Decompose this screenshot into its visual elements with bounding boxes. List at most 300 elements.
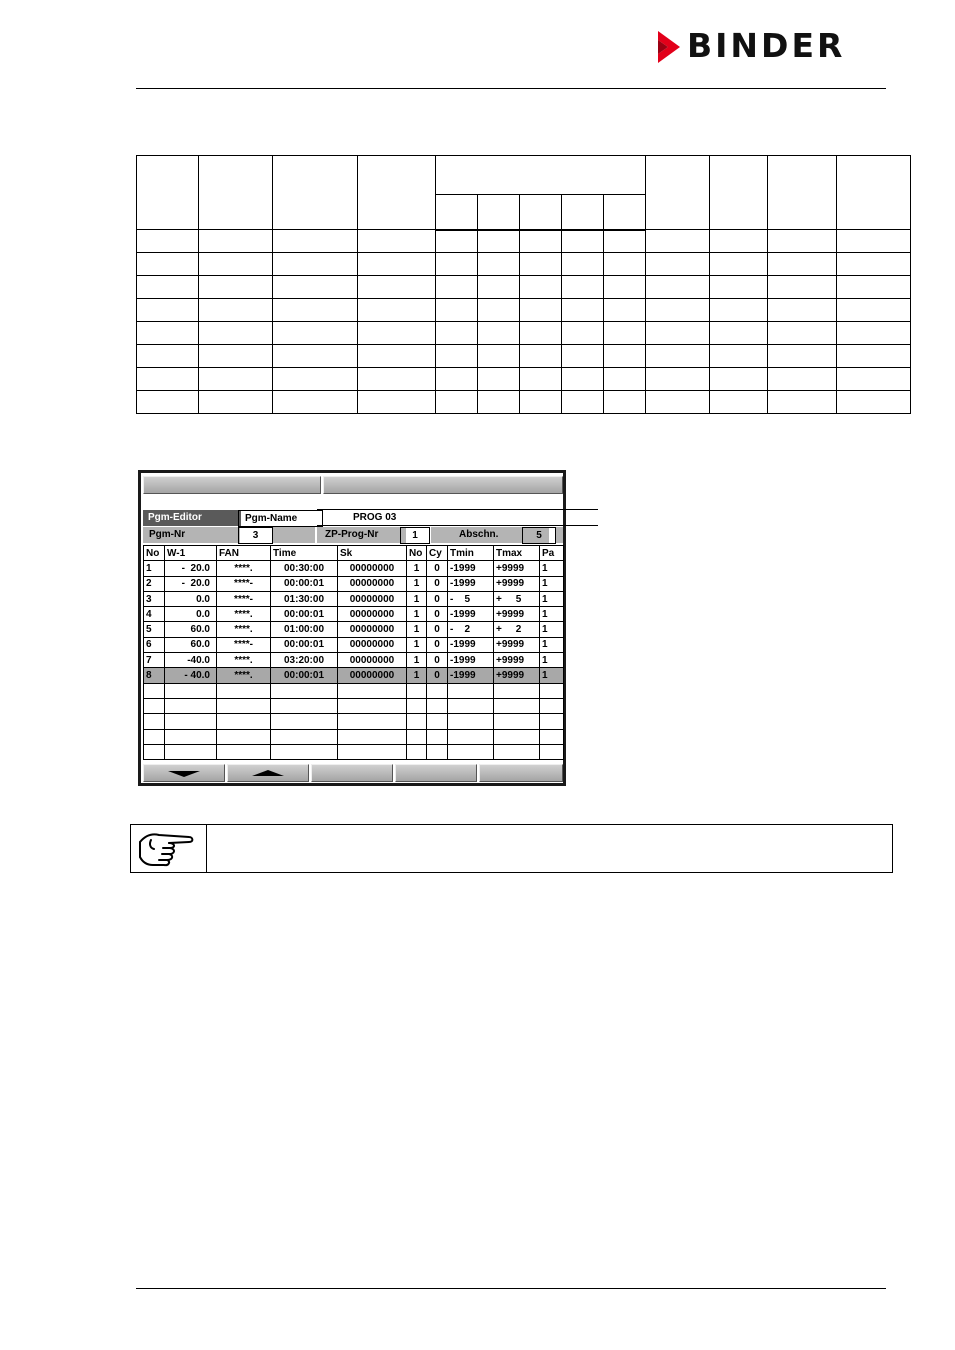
table-cell[interactable]	[338, 683, 407, 698]
blank-table-cell	[273, 253, 358, 276]
table-cell[interactable]: 00:00:01	[271, 668, 338, 683]
blank-table-cell	[604, 276, 646, 299]
table-cell[interactable]: 1	[144, 561, 165, 576]
table-cell[interactable]: 00:30:00	[271, 561, 338, 576]
table-cell[interactable]: - 20.0	[165, 561, 217, 576]
blank-table-cell	[520, 230, 562, 253]
table-row[interactable]	[144, 653, 564, 668]
blank-table-cell	[273, 230, 358, 253]
table-cell[interactable]: 5	[144, 622, 165, 637]
footer-rule	[136, 1288, 886, 1289]
table-cell[interactable]	[165, 698, 217, 713]
softkey-5-button[interactable]	[479, 764, 563, 782]
blank-table-cell	[768, 391, 837, 414]
blank-table-cell	[478, 391, 520, 414]
blank-table-cell	[436, 391, 478, 414]
table-cell[interactable]: 00000000	[338, 653, 407, 668]
blank-table-cell	[478, 322, 520, 345]
blank-table-cell	[478, 299, 520, 322]
blank-table-cell	[436, 345, 478, 368]
menu-button-right[interactable]	[323, 476, 563, 494]
zp-program-label: ZP-Prog-Nr	[317, 527, 406, 543]
blank-table-cell	[604, 368, 646, 391]
table-cell[interactable]: ****.	[217, 653, 271, 668]
table-cell[interactable]: 1	[407, 607, 427, 622]
table-cell[interactable]	[271, 729, 338, 744]
table-cell[interactable]	[448, 698, 494, 713]
blank-table-cell	[768, 368, 837, 391]
blank-table-cell	[562, 368, 604, 391]
table-cell[interactable]	[494, 683, 540, 698]
blank-table-cell	[137, 391, 199, 414]
table-cell[interactable]: -1999	[448, 668, 494, 683]
blank-table-cell	[768, 230, 837, 253]
blank-table-cell	[273, 322, 358, 345]
blank-table-cell	[478, 253, 520, 276]
table-cell[interactable]: 1	[407, 576, 427, 591]
arrow-up-icon	[252, 770, 284, 776]
blank-table-cell	[478, 276, 520, 299]
table-cell[interactable]: 0	[427, 622, 448, 637]
blank-table-cell	[273, 391, 358, 414]
table-cell[interactable]	[540, 683, 564, 698]
brand-name: BINDER	[687, 26, 846, 65]
blank-table-cell	[837, 299, 911, 322]
blank-table-row	[137, 276, 911, 299]
table-cell[interactable]: - 5	[448, 591, 494, 606]
blank-table-cell	[358, 299, 436, 322]
table-cell[interactable]	[494, 698, 540, 713]
blank-table-cell	[646, 230, 710, 253]
arrow-down-icon	[168, 771, 200, 777]
zp-program-value[interactable]: 1	[400, 527, 430, 544]
table-cell[interactable]: 0.0	[165, 607, 217, 622]
editor-label: Pgm-Editor	[143, 510, 241, 526]
empty-table-row[interactable]	[144, 729, 564, 744]
table-cell[interactable]: ****.	[217, 561, 271, 576]
table-cell[interactable]: 1	[407, 591, 427, 606]
blank-table-cell	[478, 368, 520, 391]
table-cell[interactable]: 4	[144, 607, 165, 622]
blank-table-cell	[604, 391, 646, 414]
table-cell[interactable]: 1	[540, 637, 564, 652]
table-cell[interactable]	[144, 744, 165, 759]
program-name-label: Pgm-Name	[238, 510, 323, 527]
empty-table-row[interactable]	[144, 698, 564, 713]
table-cell[interactable]	[407, 698, 427, 713]
table-cell[interactable]: +9999	[494, 637, 540, 652]
table-cell[interactable]	[540, 698, 564, 713]
blank-table-cell	[520, 391, 562, 414]
header-rule	[136, 88, 886, 89]
blank-table-cell	[478, 345, 520, 368]
blank-table-cell	[837, 253, 911, 276]
table-row[interactable]	[144, 622, 564, 637]
column-header: No	[144, 546, 165, 561]
program-editor-screen	[138, 470, 566, 786]
blank-table-cell	[137, 230, 199, 253]
table-cell[interactable]	[338, 729, 407, 744]
blank-table-cell	[478, 230, 520, 253]
table-cell[interactable]	[540, 729, 564, 744]
blank-table-cell	[562, 230, 604, 253]
table-cell[interactable]: 00:00:01	[271, 576, 338, 591]
section-spacer	[556, 527, 563, 543]
blank-table-cell	[358, 345, 436, 368]
blank-table-cell	[646, 391, 710, 414]
table-cell[interactable]: +9999	[494, 653, 540, 668]
table-row[interactable]	[144, 607, 564, 622]
table-cell[interactable]: 00000000	[338, 576, 407, 591]
blank-table-cell	[199, 345, 273, 368]
table-cell[interactable]	[165, 714, 217, 729]
table-cell[interactable]	[271, 683, 338, 698]
table-cell[interactable]: -1999	[448, 607, 494, 622]
table-cell[interactable]: 1	[540, 607, 564, 622]
blank-table-row	[137, 345, 911, 368]
column-header: Tmin	[448, 546, 494, 561]
table-cell[interactable]	[165, 729, 217, 744]
table-cell[interactable]	[338, 698, 407, 713]
table-cell[interactable]	[165, 744, 217, 759]
column-header: Pa	[540, 546, 564, 561]
table-cell[interactable]	[448, 744, 494, 759]
table-cell[interactable]	[427, 683, 448, 698]
blank-table-cell	[137, 322, 199, 345]
table-cell[interactable]: +9999	[494, 576, 540, 591]
table-cell[interactable]: 1	[540, 561, 564, 576]
table-cell[interactable]: 00000000	[338, 561, 407, 576]
column-header: W-1	[165, 546, 217, 561]
blank-table-cell	[768, 322, 837, 345]
section-label: Abschn.	[431, 527, 549, 543]
column-header: Cy	[427, 546, 448, 561]
table-cell[interactable]: ****.	[217, 668, 271, 683]
blank-table-cell	[436, 253, 478, 276]
blank-table-cell	[710, 253, 768, 276]
blank-table-cell	[768, 345, 837, 368]
blank-table-cell	[646, 345, 710, 368]
blank-table-cell	[199, 276, 273, 299]
program-number-spacer	[273, 527, 315, 543]
menu-button-left[interactable]	[143, 476, 321, 494]
table-cell[interactable]	[271, 714, 338, 729]
table-cell[interactable]: 00000000	[338, 637, 407, 652]
softkey-3-button[interactable]	[311, 764, 393, 782]
note-box	[130, 824, 893, 873]
table-header-cell	[710, 156, 768, 230]
blank-table-cell	[837, 345, 911, 368]
table-cell[interactable]: 3	[144, 591, 165, 606]
table-row[interactable]	[144, 561, 564, 576]
table-cell[interactable]	[427, 744, 448, 759]
table-header-cell	[837, 156, 911, 230]
table-header-cell	[273, 156, 358, 230]
table-cell[interactable]: 1	[540, 591, 564, 606]
table-cell[interactable]: -40.0	[165, 653, 217, 668]
blank-table-cell	[710, 276, 768, 299]
blank-table-row	[137, 299, 911, 322]
blank-table-cell	[358, 253, 436, 276]
blank-table-cell	[646, 276, 710, 299]
table-cell[interactable]: 1	[540, 576, 564, 591]
table-subheader-cell	[436, 195, 478, 230]
table-header-cell	[646, 156, 710, 230]
table-cell[interactable]: - 40.0	[165, 668, 217, 683]
table-cell[interactable]	[427, 714, 448, 729]
blank-table-cell	[646, 299, 710, 322]
table-cell[interactable]: 0	[427, 668, 448, 683]
blank-table-cell	[273, 276, 358, 299]
table-row[interactable]	[144, 576, 564, 591]
blank-table-cell	[358, 322, 436, 345]
table-cell[interactable]: 1	[407, 668, 427, 683]
blank-table-cell	[520, 299, 562, 322]
table-cell[interactable]: -1999	[448, 637, 494, 652]
table-cell[interactable]: ****.	[217, 622, 271, 637]
blank-table-cell	[646, 322, 710, 345]
table-cell[interactable]: ****-	[217, 591, 271, 606]
blank-table-row	[137, 230, 911, 253]
program-number-label: Pgm-Nr	[143, 527, 240, 543]
blank-table-cell	[837, 276, 911, 299]
table-cell[interactable]: 2	[144, 576, 165, 591]
table-cell[interactable]	[494, 729, 540, 744]
table-cell[interactable]: 0	[427, 637, 448, 652]
table-header-cell	[199, 156, 273, 230]
blank-table-cell	[710, 230, 768, 253]
table-cell[interactable]	[217, 683, 271, 698]
blank-table-cell	[436, 276, 478, 299]
blank-table-cell	[837, 368, 911, 391]
table-cell[interactable]: 1	[407, 622, 427, 637]
table-cell[interactable]: 01:00:00	[271, 622, 338, 637]
table-cell[interactable]: 1	[540, 622, 564, 637]
table-row[interactable]	[144, 637, 564, 652]
blank-table-cell	[604, 345, 646, 368]
table-cell[interactable]	[165, 683, 217, 698]
table-cell[interactable]: -1999	[448, 561, 494, 576]
blank-table-cell	[768, 276, 837, 299]
blank-table-cell	[199, 299, 273, 322]
blank-table-cell	[358, 368, 436, 391]
softkey-4-button[interactable]	[395, 764, 477, 782]
binder-arrow-logo-icon	[656, 30, 682, 64]
table-cell[interactable]	[217, 729, 271, 744]
blank-table-cell	[137, 345, 199, 368]
note-icon-cell	[131, 825, 207, 872]
table-cell[interactable]	[540, 714, 564, 729]
blank-table-cell	[710, 299, 768, 322]
scroll-up-button[interactable]	[227, 764, 309, 782]
table-cell[interactable]: 00000000	[338, 622, 407, 637]
blank-table-cell	[768, 253, 837, 276]
blank-table-cell	[768, 299, 837, 322]
table-cell[interactable]	[448, 729, 494, 744]
table-cell[interactable]: 00:00:01	[271, 637, 338, 652]
table-cell[interactable]	[407, 683, 427, 698]
table-cell[interactable]: 60.0	[165, 622, 217, 637]
table-cell[interactable]: 0.0	[165, 591, 217, 606]
empty-table-row[interactable]	[144, 744, 564, 759]
table-subheader-cell	[478, 195, 520, 230]
blank-table-cell	[199, 391, 273, 414]
blank-table-cell	[520, 322, 562, 345]
blank-table-row	[137, 322, 911, 345]
table-cell[interactable]	[271, 698, 338, 713]
table-cell[interactable]: 1	[407, 637, 427, 652]
blank-table-cell	[604, 299, 646, 322]
table-cell[interactable]	[217, 744, 271, 759]
scroll-down-button[interactable]	[143, 764, 225, 782]
table-cell[interactable]	[407, 744, 427, 759]
column-header: FAN	[217, 546, 271, 561]
blank-table-cell	[273, 299, 358, 322]
table-cell[interactable]	[217, 698, 271, 713]
column-header: No	[407, 546, 427, 561]
table-cell[interactable]: 0	[427, 576, 448, 591]
table-cell[interactable]	[217, 714, 271, 729]
blank-table-cell	[837, 230, 911, 253]
table-cell[interactable]: 00000000	[338, 591, 407, 606]
table-cell[interactable]: 1	[407, 653, 427, 668]
table-cell[interactable]	[427, 698, 448, 713]
blank-table-cell	[646, 253, 710, 276]
table-cell[interactable]: - 20.0	[165, 576, 217, 591]
table-row[interactable]	[144, 668, 564, 683]
table-cell[interactable]: ****-	[217, 637, 271, 652]
table-cell[interactable]	[427, 729, 448, 744]
table-cell[interactable]: 00:00:01	[271, 607, 338, 622]
table-cell[interactable]: ****-	[217, 576, 271, 591]
table-cell[interactable]: 03:20:00	[271, 653, 338, 668]
table-cell[interactable]: +9999	[494, 607, 540, 622]
table-cell[interactable]	[407, 714, 427, 729]
blank-table-row	[137, 368, 911, 391]
section-value[interactable]: 5	[522, 527, 556, 544]
blank-table-row	[137, 253, 911, 276]
table-cell[interactable]: 1	[407, 561, 427, 576]
blank-table-row	[137, 391, 911, 414]
table-cell[interactable]: + 2	[494, 622, 540, 637]
table-subheader-cell	[604, 195, 646, 230]
blank-table-cell	[273, 345, 358, 368]
column-header: Sk	[338, 546, 407, 561]
blank-table-cell	[604, 322, 646, 345]
table-cell[interactable]	[407, 729, 427, 744]
blank-table-cell	[520, 345, 562, 368]
empty-table-row[interactable]	[144, 714, 564, 729]
table-row[interactable]	[144, 591, 564, 606]
table-cell[interactable]: - 2	[448, 622, 494, 637]
table-cell[interactable]: 6	[144, 637, 165, 652]
binder-logo	[656, 26, 888, 65]
blank-table-cell	[137, 253, 199, 276]
blank-table-cell	[604, 253, 646, 276]
table-cell[interactable]: 0	[427, 607, 448, 622]
table-subheader-cell	[562, 195, 604, 230]
table-cell[interactable]: ****.	[217, 607, 271, 622]
table-cell[interactable]	[271, 744, 338, 759]
table-cell[interactable]: +9999	[494, 668, 540, 683]
table-subheader-cell	[520, 195, 562, 230]
table-cell[interactable]	[144, 729, 165, 744]
program-name-value[interactable]: PROG 03	[317, 509, 598, 526]
table-cell[interactable]: 0	[427, 561, 448, 576]
blank-table-cell	[436, 368, 478, 391]
table-header-cell	[768, 156, 837, 230]
blank-table-cell	[273, 368, 358, 391]
table-cell[interactable]: 60.0	[165, 637, 217, 652]
column-header: Tmax	[494, 546, 540, 561]
blank-table-cell	[358, 276, 436, 299]
table-cell[interactable]: 0	[427, 591, 448, 606]
blank-table-cell	[520, 368, 562, 391]
table-cell[interactable]: 7	[144, 653, 165, 668]
blank-table-cell	[137, 276, 199, 299]
program-number-value[interactable]: 3	[238, 527, 273, 544]
table-cell[interactable]	[338, 714, 407, 729]
table-cell[interactable]: + 5	[494, 591, 540, 606]
blank-table-cell	[562, 276, 604, 299]
table-cell[interactable]: +9999	[494, 561, 540, 576]
blank-table-cell	[199, 230, 273, 253]
blank-table-cell	[710, 345, 768, 368]
blank-program-table	[136, 155, 910, 412]
blank-table-cell	[137, 368, 199, 391]
table-cell[interactable]	[144, 683, 165, 698]
table-cell[interactable]: 0	[427, 653, 448, 668]
table-header-cell	[358, 156, 436, 230]
table-cell[interactable]: 8	[144, 668, 165, 683]
blank-table-cell	[199, 322, 273, 345]
table-cell[interactable]	[144, 698, 165, 713]
blank-table-cell	[436, 322, 478, 345]
blank-table-cell	[710, 391, 768, 414]
table-cell[interactable]: -1999	[448, 653, 494, 668]
table-cell[interactable]: 1	[540, 668, 564, 683]
table-header-cell	[137, 156, 199, 230]
blank-table-cell	[562, 391, 604, 414]
table-cell[interactable]: 00000000	[338, 668, 407, 683]
table-cell[interactable]	[494, 714, 540, 729]
program-segment-table	[143, 545, 563, 760]
table-header-group-cell	[436, 156, 646, 195]
pointing-hand-icon	[137, 828, 197, 870]
blank-table-cell	[520, 276, 562, 299]
table-cell[interactable]: 00000000	[338, 607, 407, 622]
table-cell[interactable]	[494, 744, 540, 759]
table-cell[interactable]	[338, 744, 407, 759]
table-cell[interactable]	[540, 744, 564, 759]
table-cell[interactable]	[448, 683, 494, 698]
blank-table-cell	[710, 368, 768, 391]
blank-table-cell	[604, 230, 646, 253]
blank-table-cell	[436, 299, 478, 322]
blank-table-cell	[199, 368, 273, 391]
table-cell[interactable]	[448, 714, 494, 729]
table-cell[interactable]	[144, 714, 165, 729]
table-cell[interactable]: 1	[540, 653, 564, 668]
table-cell[interactable]: -1999	[448, 576, 494, 591]
blank-table-cell	[562, 322, 604, 345]
table-cell[interactable]: 01:30:00	[271, 591, 338, 606]
blank-table-cell	[358, 391, 436, 414]
empty-table-row[interactable]	[144, 683, 564, 698]
blank-table-cell	[710, 322, 768, 345]
blank-table-cell	[562, 299, 604, 322]
blank-table-cell	[837, 391, 911, 414]
